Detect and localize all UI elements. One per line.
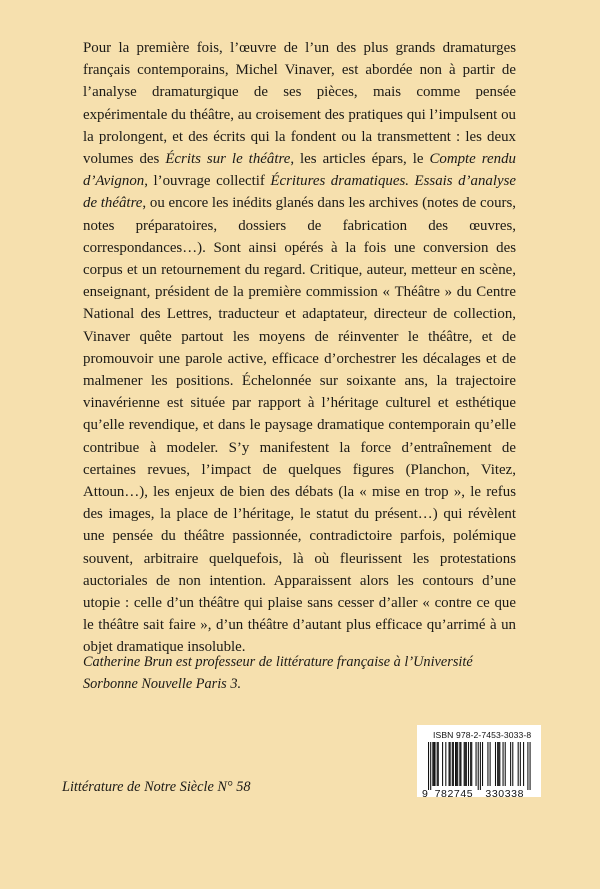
title-compte-rendu-avignon: Compte rendu d’Avignon xyxy=(83,151,516,190)
back-cover-description xyxy=(83,37,516,659)
description-text: , l’ouvrage collectif xyxy=(144,173,271,190)
svg-text:782745: 782745 xyxy=(434,788,474,798)
title-ecrits-sur-le-theatre: Écrits sur le théâtre xyxy=(165,151,291,168)
svg-text:9: 9 xyxy=(422,788,429,798)
description-text: , les articles épars, le xyxy=(290,151,430,168)
isbn-label: ISBN 978-2-7453-3033-8 xyxy=(433,730,532,740)
title-ecritures-dramatiques: Écritures dramatiques. Essais d’analyse de théâtre xyxy=(83,173,516,212)
author-note: Catherine Brun est professeur de littérature française à l’Université Sorbonne Nouvelle Paris 3. xyxy=(83,654,473,692)
barcode-icon xyxy=(418,742,540,798)
series-label: Littérature de Notre Siècle N° 58 xyxy=(62,779,251,795)
description-text: , ou encore les inédits glanés dans les archives (notes de cours, notes préparatoires, dossiers de fabrication des œuvres, correspondances…). Sont ainsi opérés à la fois une conversion des corpus et un retournement du regard. Critique, auteur, metteur en scène, enseignant, président de la première commission « Théâtre » du Centre National des Lettres, traducteur et adaptateur, directeur de collection, Vinaver quête partout les moyens de réinventer le théâtre, et de promouvoir une parole active, efficace d’orchestrer les décalages et de malmener les positions. Échelonnée sur soixante ans, la trajectoire vinavérienne est située par rapport à l’héritage culturel et esthétique qu’elle revendique, et dans le paysage dramatique contemporain qu’elle contribue à modeler. S’y manifestent la force d’entraînement de certaines revues, l’impact de quelques figures (Planchon, Vitez, Attoun…), les enjeux de bien des débats (la « mise en trop », le refus des images, la place de l’héritage, le statut du présent…) qui révèlent une pensée du théâtre passionnée, contradictoire parfois, polémique souvent, arbitraire quelquefois, là où fleurissent les protestations auctoriales de non intention. Apparaissent alors les contours d’une utopie : celle d’un théâtre qui plaise sans cesser d’aller « contre ce que le théâtre sait faire », d’un théâtre d’autant plus efficace qu’arrimé à un objet dramatique insoluble. xyxy=(83,195,516,656)
svg-text:330338: 330338 xyxy=(485,788,525,798)
description-text: Pour la première fois, l’œuvre de l’un des plus grands dramaturges français contemporains, Michel Vinaver, est abordée non à partir de l’analyse dramaturgique de ses pièces, mais comme pensée expérimentale du théâtre, au croisement des pratiques qui l’impulsent ou la prolongent, et des écrits qui la fondent ou la transmettent : les deux volumes des xyxy=(83,40,516,168)
